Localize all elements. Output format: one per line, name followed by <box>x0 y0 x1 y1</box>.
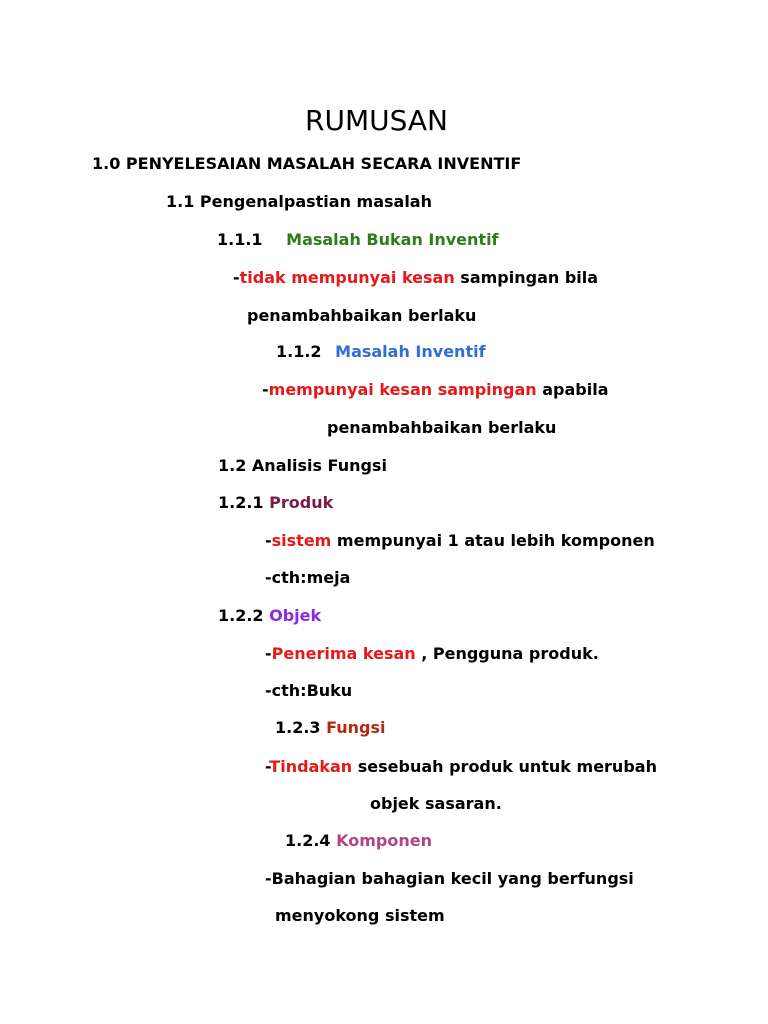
dash-prefix: - <box>265 644 272 663</box>
section-number: 1.2.4 <box>285 831 337 850</box>
section-1-0-heading: 1.0 PENYELESAIAN MASALAH SECARA INVENTIF <box>92 154 522 173</box>
dash-prefix: - <box>265 757 270 776</box>
section-1-2-4-description: -Bahagian bahagian kecil yang berfungsi <box>265 869 634 888</box>
section-1-2-1-heading <box>218 493 333 513</box>
body-text: , Pengguna produk. <box>415 644 599 663</box>
highlight-text: mempunyai kesan sampingan <box>268 380 537 399</box>
section-title: Masalah Bukan Inventif <box>286 230 499 249</box>
section-1-1-1-description <box>233 268 598 288</box>
section-1-2-2-description <box>265 644 599 664</box>
highlight-text: tidak mempunyai kesan <box>239 268 455 287</box>
section-1-1-heading: 1.1 Pengenalpastian masalah <box>166 192 432 211</box>
body-text: mempunyai 1 atau lebih komponen <box>331 531 655 550</box>
section-1-1-2-heading <box>276 342 486 362</box>
section-title: Komponen <box>336 831 432 850</box>
section-title: Fungsi <box>326 718 386 737</box>
highlight-text: sistem <box>271 531 332 550</box>
body-text: apabila <box>536 380 609 399</box>
section-1-1-1-heading <box>217 230 499 250</box>
dash-prefix: - <box>233 268 240 287</box>
highlight-text: Penerima kesan <box>271 644 416 663</box>
section-1-1-1-continuation: penambahbaikan berlaku <box>247 306 477 325</box>
section-title: Produk <box>269 493 334 512</box>
section-title: Masalah Inventif <box>335 342 486 361</box>
section-1-1-2-continuation: penambahbaikan berlaku <box>327 418 557 437</box>
section-1-2-2-example: -cth:Buku <box>265 681 353 700</box>
section-number: 1.1.1 <box>217 230 263 249</box>
section-1-2-3-continuation: objek sasaran. <box>370 794 502 813</box>
section-1-2-2-heading <box>218 606 321 626</box>
section-1-2-3-heading <box>275 718 386 738</box>
dash-prefix: - <box>265 531 272 550</box>
section-title: Objek <box>269 606 322 625</box>
body-text: sampingan bila <box>454 268 599 287</box>
highlight-text: Tindakan <box>269 757 353 776</box>
dash-prefix: - <box>262 380 269 399</box>
section-1-2-heading: 1.2 Analisis Fungsi <box>218 456 387 475</box>
section-1-1-2-description <box>262 380 609 400</box>
section-1-2-4-continuation: menyokong sistem <box>275 906 445 925</box>
section-number: 1.2.2 <box>218 606 270 625</box>
section-1-2-3-description <box>265 757 657 777</box>
body-text: sesebuah produk untuk merubah <box>352 757 657 776</box>
section-number: 1.1.2 <box>276 342 322 361</box>
section-1-2-4-heading <box>285 831 432 851</box>
section-number: 1.2.1 <box>218 493 270 512</box>
section-number: 1.2.3 <box>275 718 327 737</box>
section-1-2-1-example: -cth:meja <box>265 568 351 587</box>
page-title: RUMUSAN <box>305 104 448 137</box>
section-1-2-1-description <box>265 531 655 551</box>
